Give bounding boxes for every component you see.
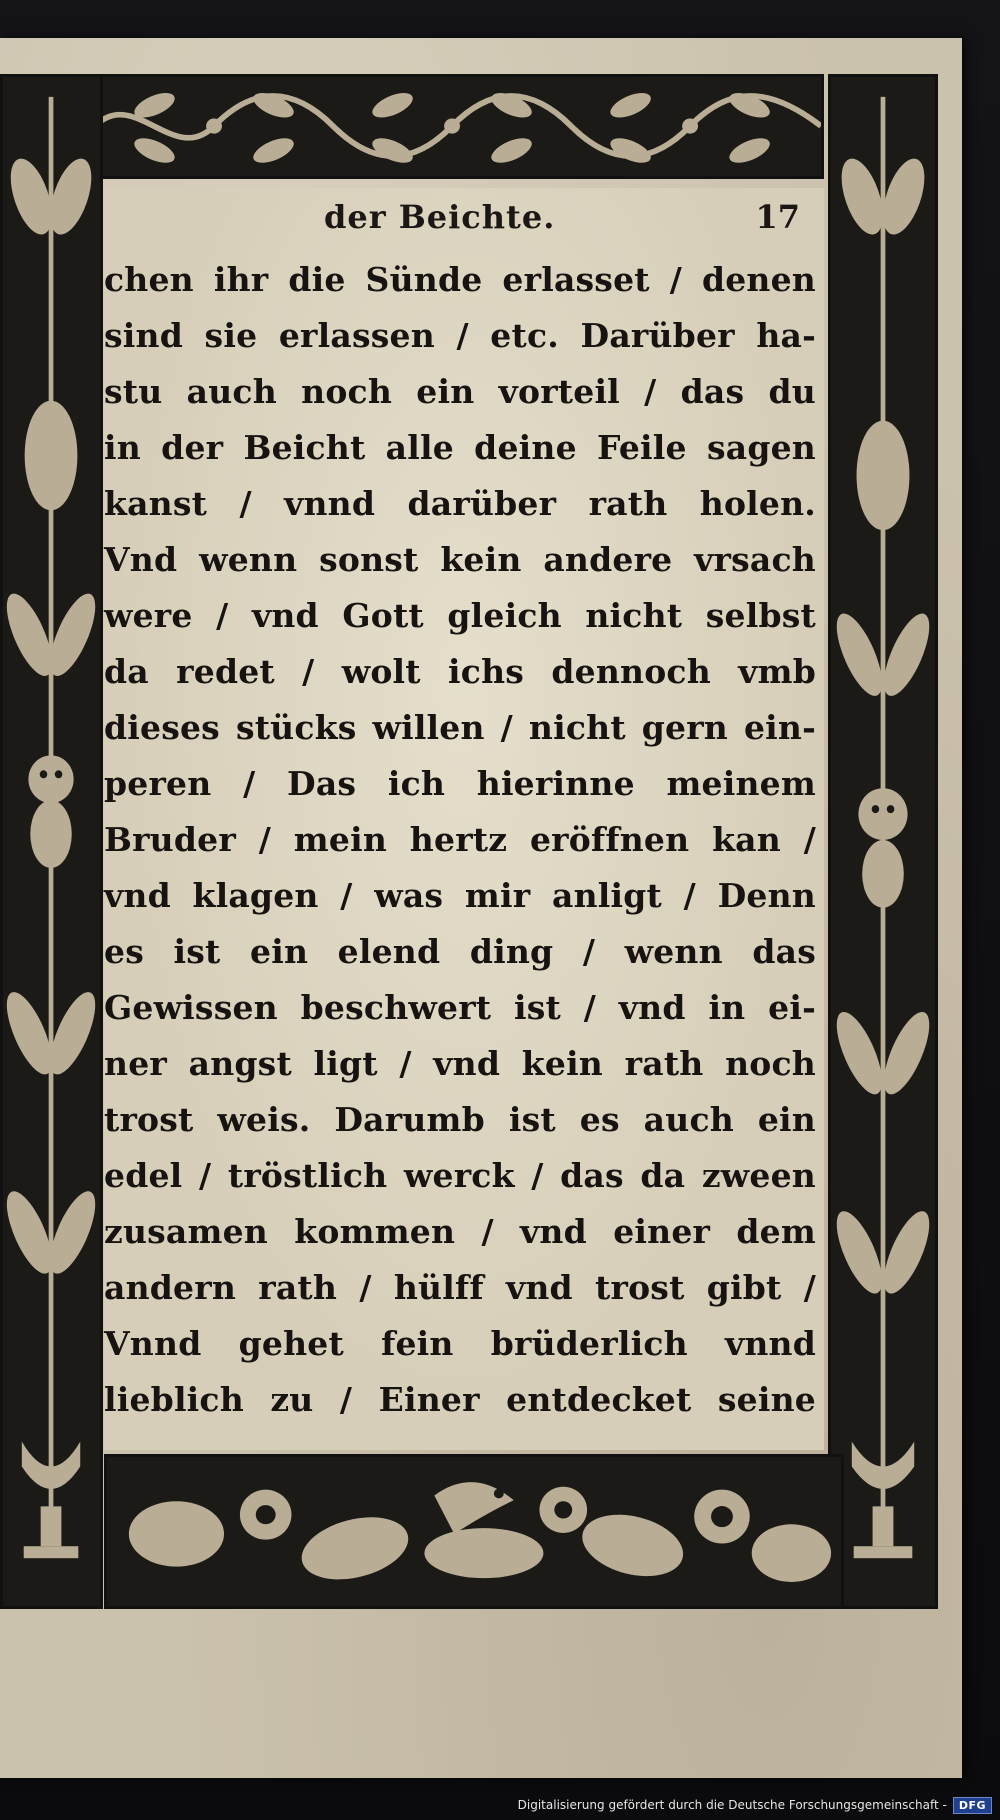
text-line: vnd klagen / was mir anligt / Denn (104, 876, 816, 915)
bird-and-fruit-ornament-bottom-icon (107, 1457, 841, 1606)
text-line: in der Beicht alle deine Feile sagen (104, 428, 816, 467)
vine-ornament-top-icon (95, 77, 821, 176)
text-line: sind sie erlassen / etc. Darüber ha- (104, 316, 816, 355)
digitization-credit (518, 1794, 992, 1816)
page-number: 17 (755, 198, 800, 236)
running-head-title: der Beichte. (324, 198, 556, 236)
credit-text: Digitalisierung gefördert durch die Deutsche Forschungsgemeinschaft - (517, 1798, 947, 1812)
text-line: dieses stücks willen / nicht gern ein- (104, 708, 816, 747)
dfg-logo: DFG (953, 1797, 992, 1814)
text-line: edel / tröstlich werck / das da zween (104, 1156, 816, 1195)
text-line: were / vnd Gott gleich nicht selbst (104, 596, 816, 635)
text-line: es ist ein elend ding / wenn das (104, 932, 816, 971)
ornamental-border-left (0, 74, 103, 1609)
candelabrum-ornament-left-icon (3, 77, 100, 1606)
body-text (104, 252, 824, 1428)
text-line: Vnnd gehet fein brüderlich vnnd (104, 1324, 816, 1363)
text-block (104, 188, 824, 1450)
text-line: peren / Das ich hierinne meinem (104, 764, 816, 803)
text-line: zusamen kommen / vnd einer dem (104, 1212, 816, 1251)
book-page (0, 38, 962, 1778)
text-line: andern rath / hülff vnd trost gibt / (104, 1268, 816, 1307)
text-line: lieblich zu / Einer entdecket seine (104, 1380, 816, 1419)
text-line: kanst / vnnd darüber rath holen. (104, 484, 816, 523)
text-line: stu auch noch ein vorteil / das du (104, 372, 816, 411)
candelabrum-ornament-right-icon (831, 77, 935, 1606)
text-line: Bruder / mein hertz eröffnen kan / (104, 820, 816, 859)
text-line: Vnd wenn sonst kein andere vrsach (104, 540, 816, 579)
text-line: Gewissen beschwert ist / vnd in ei- (104, 988, 816, 1027)
ornamental-border-top (92, 74, 824, 179)
text-line: chen ihr die Sünde erlasset / denen (104, 260, 816, 299)
text-line: trost weis. Darumb ist es auch ein (104, 1100, 816, 1139)
running-head (104, 192, 824, 252)
text-line: ner angst ligt / vnd kein rath noch (104, 1044, 816, 1083)
ornamental-border-right (828, 74, 938, 1609)
text-line: da redet / wolt ichs dennoch vmb (104, 652, 816, 691)
ornamental-border-bottom (104, 1454, 844, 1609)
